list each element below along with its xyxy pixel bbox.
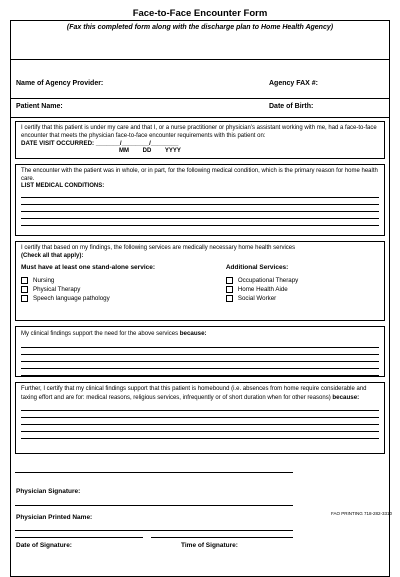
agency-provider-label: Name of Agency Provider: (16, 80, 104, 87)
service-speech-language[interactable]: Speech language pathology (21, 294, 226, 303)
check-all-label: (Check all that apply): (21, 252, 84, 259)
physician-printed-line[interactable] (15, 530, 293, 531)
printer-footer: FAO PRINTING 718-282-3310 (330, 511, 392, 516)
time-signature-line[interactable] (151, 537, 293, 538)
patient-name-label: Patient Name: (16, 103, 63, 110)
signature-section (11, 458, 389, 576)
header-box (10, 20, 390, 59)
form-title: Face-to-Face Encounter Form (132, 8, 268, 19)
physician-signature-line[interactable] (15, 505, 293, 506)
checkbox-icon[interactable] (226, 277, 233, 284)
date-visit-occurred[interactable]: DATE VISIT OCCURRED: _______/________/________ (21, 140, 179, 147)
standalone-services (21, 264, 226, 303)
checkbox-icon[interactable] (226, 295, 233, 302)
physician-printed-label: Physician Printed Name: (16, 514, 93, 521)
date-signature-line[interactable] (15, 537, 143, 538)
service-physical-therapy[interactable]: Physical Therapy (21, 285, 226, 294)
service-social-worker[interactable]: Social Worker (226, 294, 379, 303)
certify-visit-text: I certify that this patient is under my care and that I, or a nurse practitioner or physician’s assistant working with me, had a face-to-face encounter that meets the physician face-to-face encounter requirements with this patient on: (21, 125, 377, 139)
fax-instruction: (Fax this completed form along with the discharge plan to Home Health Agency) (66, 24, 334, 31)
certify-visit-section (15, 121, 385, 159)
patient-row (11, 99, 389, 118)
services-intro: I certify that based on my findings, the following services are medically necessary home health services (21, 245, 296, 251)
standalone-header: Must have at least one stand-alone service: (21, 264, 156, 271)
dob-label: Date of Birth: (269, 103, 314, 110)
checkbox-icon[interactable] (21, 295, 28, 302)
service-home-health-aide[interactable]: Home Health Aide (226, 285, 379, 294)
findings-text: My clinical findings support the need for the above services because: (21, 330, 207, 337)
agency-fax-label: Agency FAX #: (269, 80, 319, 87)
list-conditions-label: LIST MEDICAL CONDITIONS: (21, 183, 105, 189)
encounter-text: The encounter with the patient was in whole, or in part, for the following medical condition, which is the primary reason for home health care. (21, 168, 378, 182)
conditions-lines[interactable] (21, 191, 379, 226)
service-nursing[interactable]: Nursing (21, 276, 226, 285)
homebound-lines[interactable] (21, 404, 379, 439)
physician-signature-label: Physician Signature: (16, 488, 81, 495)
findings-section (15, 326, 385, 377)
agency-row (11, 60, 389, 99)
additional-header: Additional Services: (225, 264, 289, 271)
time-of-signature-label: Time of Signature: (181, 542, 238, 549)
additional-services (226, 264, 379, 303)
date-of-signature-label: Date of Signature: (16, 542, 72, 549)
signature-top-line (15, 472, 293, 473)
medical-conditions-section (15, 164, 385, 236)
homebound-section (15, 382, 385, 454)
encounter-form (10, 8, 390, 577)
services-section (15, 241, 385, 321)
checkbox-icon[interactable] (21, 277, 28, 284)
date-format-labels: MM DD YYYY (119, 147, 181, 154)
service-occupational-therapy[interactable]: Occupational Therapy (226, 276, 379, 285)
checkbox-icon[interactable] (226, 286, 233, 293)
checkbox-icon[interactable] (21, 286, 28, 293)
identity-box (10, 59, 390, 577)
homebound-text: Further, I certify that my clinical findings support that this patient is homebound (i.e. absences from home require considerable and taxing effort and are for: medical reasons, religious services, infrequently or of short duration when for other reasons) because: (21, 386, 367, 401)
findings-lines[interactable] (21, 341, 379, 376)
